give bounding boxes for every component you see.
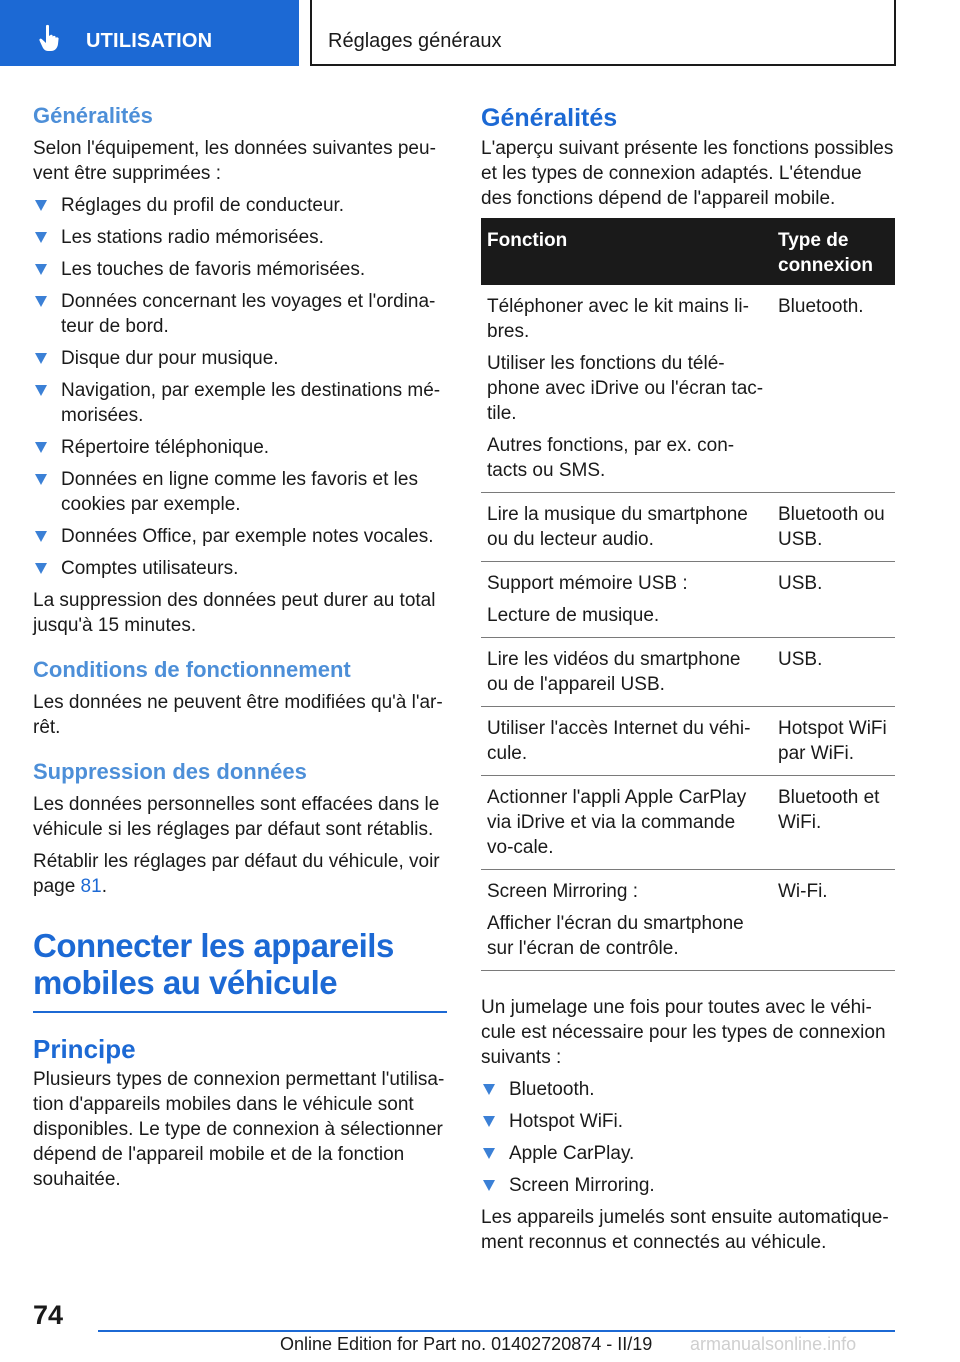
paragraph: Plusieurs types de connexion permettant l'utilisa-tion d'appareils mobiles dans le véhicule sont disponibles. Le type de connexion à sélectionner dépend de l'appareil mobile et de la fonction souhaitée. [33, 1069, 445, 1190]
table-row: Utiliser l'accès Internet du véhi-cule. Hotspot WiFi par WiFi. [481, 707, 895, 776]
page-title: Réglages généraux [328, 30, 502, 52]
header-title-box [310, 0, 896, 66]
paragraph: Un jumelage une fois pour toutes avec le véhi-cule est nécessaire pour les types de connexion suivants : [481, 997, 886, 1068]
list-item: Les touches de favoris mémorisées. [33, 257, 447, 282]
triangle-bullet-icon [35, 531, 47, 542]
bullet-list [33, 193, 447, 581]
list-item: Répertoire téléphonique. [33, 435, 447, 460]
watermark-text: armanualsonline.info [690, 1334, 857, 1354]
table-row: Support mémoire USB : Lecture de musique. USB. [481, 562, 895, 638]
edition-text: Online Edition for Part no. 01402720874 - II/19 [280, 1334, 653, 1354]
paragraph-restore: Rétablir les réglages par défaut du véhicule, voir page 81. [33, 851, 440, 897]
footer-divider [98, 1330, 895, 1332]
table-row: Téléphoner avec le kit mains li-bres. Utiliser les fonctions du télé-phone avec iDrive ou l'écran tac-tile. Autres fonctions, par ex. con-tacts ou SMS. Bluetooth. [481, 285, 895, 493]
paragraph: L'aperçu suivant présente les fonctions possibles et les types de connexion adaptés. L'étendue des fonctions dépend de l'appareil mobile. [481, 138, 894, 209]
table-header-row [481, 218, 895, 285]
triangle-bullet-icon [35, 232, 47, 243]
column-header-type: Type de connexion [772, 218, 895, 285]
connection-table [481, 218, 895, 971]
list-item: Hotspot WiFi. [481, 1109, 895, 1134]
list-item: Navigation, par exemple les destinations mé-morisées. [33, 378, 447, 428]
section-label: UTILISATION [86, 30, 213, 52]
triangle-bullet-icon [35, 474, 47, 485]
chapter-title: Connecter les appareils mobiles au véhicule [33, 927, 394, 1001]
heading-suppression: Suppression des données [33, 759, 307, 784]
paragraph: La suppression des données peut durer au total jusqu'à 15 minutes. [33, 590, 436, 636]
section-tab [0, 0, 299, 66]
list-item: Apple CarPlay. [481, 1141, 895, 1166]
table-row: Lire les vidéos du smartphone ou de l'appareil USB. USB. [481, 638, 895, 707]
list-item: Données Office, par exemple notes vocales. [33, 524, 447, 549]
chapter-divider [33, 1011, 447, 1013]
list-item: Screen Mirroring. [481, 1173, 895, 1198]
list-item: Réglages du profil de conducteur. [33, 193, 447, 218]
paragraph: Les appareils jumelés sont ensuite automatique-ment reconnus et connectés au véhicule. [481, 1207, 889, 1253]
bullet-list [481, 1077, 895, 1198]
triangle-bullet-icon [35, 563, 47, 574]
triangle-bullet-icon [35, 264, 47, 275]
triangle-bullet-icon [483, 1084, 495, 1095]
page-reference-link[interactable]: 81 [80, 876, 102, 897]
triangle-bullet-icon [35, 385, 47, 396]
paragraph: Les données ne peuvent être modifiées qu'à l'ar-rêt. [33, 692, 443, 738]
table-row: Screen Mirroring : Afficher l'écran du smartphone sur l'écran de contrôle. Wi-Fi. [481, 870, 895, 971]
list-item: Disque dur pour musique. [33, 346, 447, 371]
triangle-bullet-icon [483, 1116, 495, 1127]
table-row: Actionner l'appli Apple CarPlay via iDrive et via la commande vo-cale. Bluetooth et WiFi. [481, 776, 895, 870]
right-column [481, 102, 895, 1262]
table-row: Lire la musique du smartphone ou du lecteur audio. Bluetooth ou USB. [481, 493, 895, 562]
paragraph: Les données personnelles sont effacées dans le véhicule si les réglages par défaut sont rétablis. [33, 794, 440, 840]
list-item: Les stations radio mémorisées. [33, 225, 447, 250]
hand-touch-icon [34, 22, 66, 54]
paragraph: Selon l'équipement, les données suivantes peu-vent être supprimées : [33, 138, 436, 184]
page-number: 74 [33, 1300, 64, 1330]
triangle-bullet-icon [35, 200, 47, 211]
column-header-function: Fonction [481, 218, 772, 285]
heading-generalites-right: Généralités [481, 104, 618, 132]
triangle-bullet-icon [35, 353, 47, 364]
list-item: Comptes utilisateurs. [33, 556, 447, 581]
triangle-bullet-icon [35, 442, 47, 453]
heading-generalites: Généralités [33, 103, 153, 128]
triangle-bullet-icon [35, 296, 47, 307]
triangle-bullet-icon [483, 1148, 495, 1159]
triangle-bullet-icon [483, 1180, 495, 1191]
list-item: Données en ligne comme les favoris et les cookies par exemple. [33, 467, 447, 517]
heading-principe: Principe [33, 1034, 136, 1064]
list-item: Données concernant les voyages et l'ordina-teur de bord. [33, 289, 447, 339]
left-column [33, 102, 447, 1199]
heading-conditions: Conditions de fonctionnement [33, 657, 351, 682]
list-item: Bluetooth. [481, 1077, 895, 1102]
